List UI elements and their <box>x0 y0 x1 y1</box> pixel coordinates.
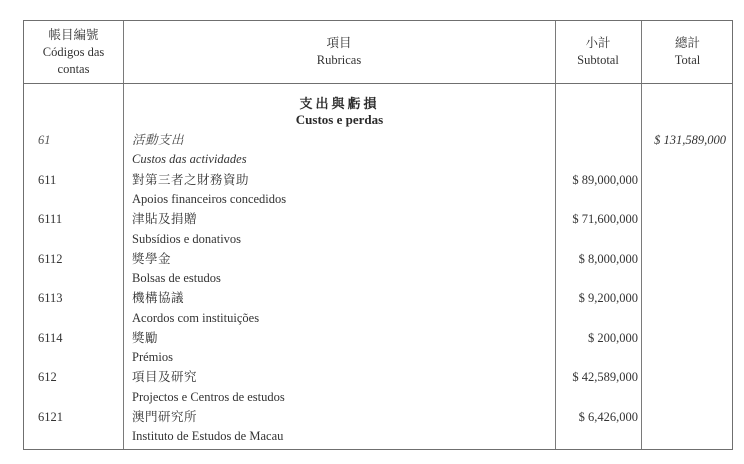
row-subtotal: $ 89,000,000 <box>572 173 638 187</box>
header-total <box>641 21 734 83</box>
row-subtotal: $ 6,426,000 <box>578 410 638 424</box>
row-label-pt: Apoios financeiros concedidos <box>132 192 287 206</box>
column-divider <box>641 21 642 449</box>
row-label-zh: 機構協議 <box>132 291 185 305</box>
row-label-zh: 活動支出 <box>132 133 185 147</box>
row-code: 612 <box>38 370 57 384</box>
header-codes-pt-2: contas <box>57 61 90 76</box>
row-subtotal: $ 200,000 <box>588 331 638 345</box>
row-label-pt: Bolsas de estudos <box>132 271 221 285</box>
row-label-pt: Prémios <box>132 350 173 364</box>
header-subtotal-pt: Subtotal <box>577 53 619 67</box>
row-code: 6113 <box>38 291 63 305</box>
row-subtotal: $ 71,600,000 <box>572 212 638 226</box>
section-title-zh: 支出與虧損 <box>299 96 380 111</box>
row-subtotal: $ 9,200,000 <box>578 291 638 305</box>
header-codes-zh: 帳目編號 <box>48 27 99 42</box>
header-rubrics-zh: 項目 <box>326 36 352 50</box>
row-code: 6112 <box>38 252 63 266</box>
row-label-zh: 對第三者之財務資助 <box>132 173 250 187</box>
row-code: 6121 <box>38 410 63 424</box>
header-subtotal-zh: 小計 <box>585 36 611 50</box>
row-subtotal: $ 42,589,000 <box>572 370 638 384</box>
row-code: 61 <box>38 133 51 147</box>
row-label-pt: Instituto de Estudos de Macau <box>132 429 284 443</box>
row-label-pt: Custos das actividades <box>132 152 247 166</box>
header-rubrics <box>123 21 555 83</box>
header-divider <box>24 83 732 84</box>
header-total-pt: Total <box>674 53 701 67</box>
row-total: $ 131,589,000 <box>654 133 726 147</box>
row-label-pt: Subsídios e donativos <box>132 232 242 246</box>
row-subtotal: $ 8,000,000 <box>578 252 638 266</box>
header-subtotal <box>555 21 641 83</box>
section-title-pt: Custos e perdas <box>295 112 384 127</box>
column-divider <box>555 21 556 449</box>
row-label-zh: 津貼及捐贈 <box>132 212 198 226</box>
row-code: 6114 <box>38 331 63 345</box>
header-codes-pt-1: Códigos das <box>42 44 105 59</box>
row-label-zh: 項目及研究 <box>132 370 198 384</box>
row-label-zh: 澳門研究所 <box>132 410 198 424</box>
row-code: 6111 <box>38 212 63 226</box>
header-codes <box>24 21 123 83</box>
row-label-pt: Projectos e Centros de estudos <box>132 390 285 404</box>
accounts-table <box>23 20 733 450</box>
row-label-zh: 獎勵 <box>132 331 159 345</box>
header-rubrics-pt: Rubricas <box>316 53 362 67</box>
header-total-zh: 總計 <box>674 36 700 50</box>
row-label-zh: 獎學金 <box>132 252 172 266</box>
row-code: 611 <box>38 173 57 187</box>
row-label-pt: Acordos com instituições <box>132 311 260 325</box>
